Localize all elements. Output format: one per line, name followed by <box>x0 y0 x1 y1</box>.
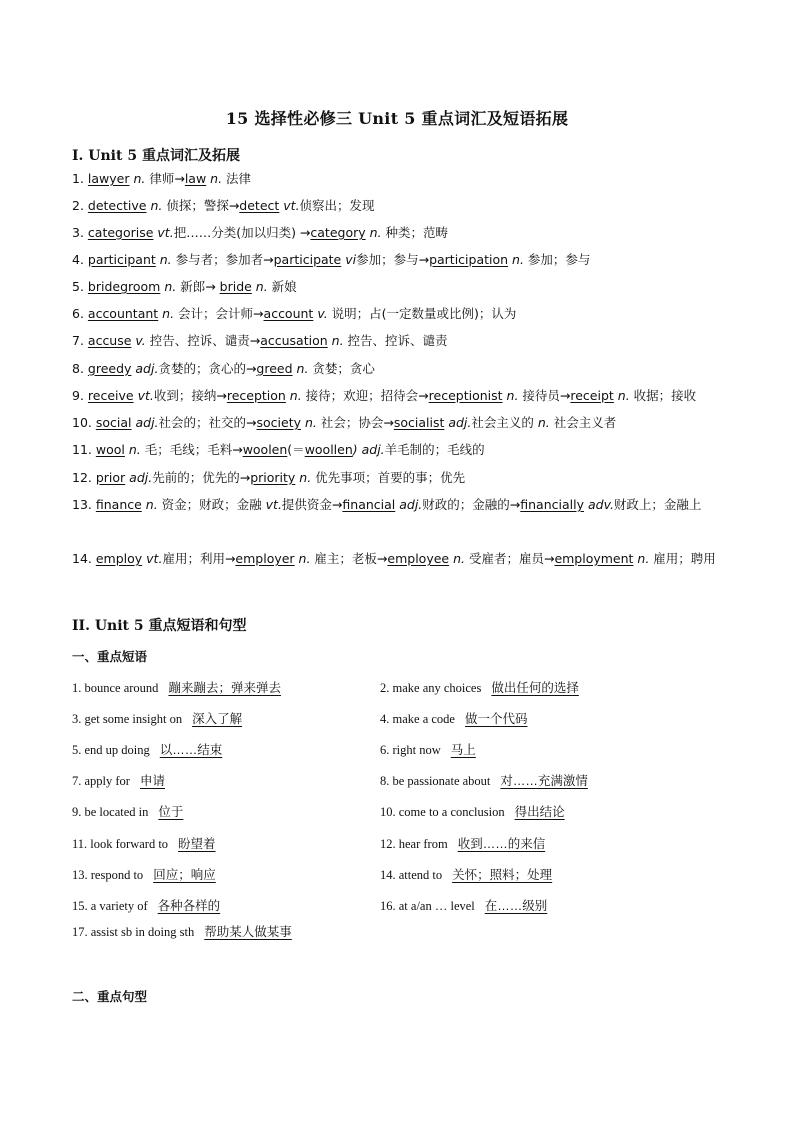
vocab-word: employment <box>554 551 634 566</box>
vocab-word: categorise <box>87 225 154 240</box>
phrase-chinese: 回应；响应 <box>153 868 216 882</box>
vocab-word: woollen <box>304 442 353 457</box>
vocab-item <box>72 355 732 382</box>
vocab-text: 接待；欢迎；招待会→ <box>301 388 429 403</box>
vocab-word: bride <box>219 279 252 294</box>
phrase-item <box>380 802 565 820</box>
phrase-item <box>380 834 545 852</box>
phrase-chinese: 帮助某人做某事 <box>204 925 292 939</box>
phrase-chinese: 位于 <box>158 805 184 819</box>
part-of-speech: n. <box>292 361 309 376</box>
phrase-item <box>72 802 183 820</box>
vocab-word: law <box>184 171 207 186</box>
vocab-text: 雇用；利用→ <box>162 551 236 566</box>
vocab-word: receptionist <box>428 388 503 403</box>
vocab-text: 接待员→ <box>518 388 571 403</box>
vocab-text: 社会主义的 <box>471 415 538 430</box>
phrase-chinese: 盼望着 <box>178 837 216 851</box>
phrases-subheading: 一、重点短语 <box>72 649 148 664</box>
part-of-speech: n. <box>160 279 177 294</box>
vocab-text: 财政的；金融的→ <box>422 497 521 512</box>
phrase-english: 17. assist sb in doing sth <box>72 925 195 939</box>
vocab-word: accountant <box>87 306 159 321</box>
part-of-speech: n. <box>449 551 465 566</box>
vocab-word: greed <box>256 361 293 376</box>
phrase-item <box>380 896 547 914</box>
part-of-speech: adv. <box>584 497 614 512</box>
vocab-word: detective <box>87 198 147 213</box>
vocab-text: 社会的；社交的→ <box>158 415 257 430</box>
vocab-text: 2. <box>72 198 88 213</box>
vocab-text: 先前的；优先的→ <box>152 470 251 485</box>
part-of-speech: vt. <box>265 497 282 512</box>
part-of-speech: vt. <box>142 551 163 566</box>
part-of-speech: ) adj. <box>352 442 385 457</box>
phrase-english: 4. make a code <box>380 712 455 726</box>
vocab-item <box>72 219 732 246</box>
vocab-text: 新娘 <box>267 279 297 294</box>
phrase-chinese: 得出结论 <box>514 805 565 819</box>
phrase-english: 5. end up doing <box>72 743 150 757</box>
vocab-word: account <box>263 306 314 321</box>
phrase-english: 1. bounce around <box>72 681 159 695</box>
vocab-word: detect <box>239 198 280 213</box>
phrase-english: 10. come to a conclusion <box>380 805 505 819</box>
vocab-word: employ <box>95 551 143 566</box>
vocab-word: receive <box>87 388 134 403</box>
part-of-speech: n. <box>146 198 163 213</box>
phrase-chinese: 深入了解 <box>192 712 243 726</box>
phrase-item <box>72 678 281 696</box>
vocab-word: bridegroom <box>87 279 161 294</box>
vocab-text: 优先事项；首要的事；优先 <box>311 470 466 485</box>
part-of-speech: vt. <box>133 388 154 403</box>
vocab-item <box>72 165 732 192</box>
vocab-item <box>72 327 732 354</box>
phrase-chinese: 收到……的来信 <box>457 837 546 851</box>
phrase-chinese: 以……结束 <box>159 743 223 757</box>
part-of-speech: n. <box>285 388 302 403</box>
vocab-word: employer <box>235 551 295 566</box>
section2-heading: II. Unit 5 重点短语和句型 <box>72 618 247 634</box>
vocab-word: participation <box>429 252 509 267</box>
vocab-item <box>72 300 732 327</box>
vocab-text: 控告、控诉、谴责 <box>343 333 448 348</box>
page-title: 15 选择性必修三 Unit 5 重点词汇及短语拓展 <box>225 109 569 128</box>
vocab-item <box>72 491 732 518</box>
phrase-item <box>380 740 476 758</box>
vocab-text: 收到；接纳→ <box>153 388 227 403</box>
vocab-text: 11. <box>72 442 96 457</box>
vocab-word: wool <box>95 442 125 457</box>
vocab-text: 参加；参与→ <box>356 252 430 267</box>
sentences-subheading: 二、重点句型 <box>72 989 148 1004</box>
vocab-text: 羊毛制的；毛线的 <box>384 442 485 457</box>
vocab-text: (＝ <box>287 442 305 457</box>
part-of-speech: adj. <box>395 497 423 512</box>
phrase-item <box>72 896 220 914</box>
part-of-speech: n. <box>158 306 175 321</box>
phrase-chinese: 马上 <box>450 743 476 757</box>
part-of-speech: n. <box>124 442 141 457</box>
vocab-text: 雇主；老板→ <box>310 551 388 566</box>
phrase-chinese: 在……级别 <box>484 899 548 913</box>
phrase-item <box>72 865 216 883</box>
phrase-item <box>72 740 222 758</box>
vocab-text: 新郎→ <box>176 279 220 294</box>
vocab-text: 会计；会计师→ <box>174 306 264 321</box>
phrase-english: 16. at a/an … level <box>380 899 475 913</box>
part-of-speech: vt. <box>153 225 174 240</box>
part-of-speech: n. <box>327 333 344 348</box>
phrase-chinese: 蹦来蹦去；弹来弹去 <box>168 681 281 695</box>
phrase-english: 13. respond to <box>72 868 144 882</box>
vocab-text: 说明；占(一定数量或比例)；认为 <box>327 306 517 321</box>
vocab-item <box>72 464 732 491</box>
vocab-word: accusation <box>260 333 328 348</box>
vocab-text: 参与者；参加者→ <box>171 252 274 267</box>
part-of-speech: n. <box>613 388 630 403</box>
part-of-speech: n. <box>633 551 650 566</box>
vocab-text: 7. <box>72 333 88 348</box>
part-of-speech: n. <box>251 279 268 294</box>
part-of-speech: n. <box>537 415 550 430</box>
part-of-speech: n. <box>502 388 519 403</box>
phrase-english: 11. look forward to <box>72 837 169 851</box>
part-of-speech: v. <box>313 306 328 321</box>
part-of-speech: adj. <box>131 415 159 430</box>
section1-heading: I. Unit 5 重点词汇及拓展 <box>72 148 240 164</box>
vocab-text: 12. <box>72 470 96 485</box>
part-of-speech: n. <box>365 225 382 240</box>
phrase-english: 12. hear from <box>380 837 448 851</box>
part-of-speech: n. <box>129 171 146 186</box>
vocab-text: 资金；财政；金融 <box>157 497 266 512</box>
phrase-item <box>380 709 527 727</box>
vocab-word: priority <box>250 470 296 485</box>
vocab-text: 侦探；警探→ <box>162 198 240 213</box>
part-of-speech: adj. <box>444 415 472 430</box>
phrase-chinese: 申请 <box>139 774 165 788</box>
vocab-text: 雇用；聘用 <box>649 551 716 566</box>
phrase-item <box>72 771 165 789</box>
vocab-word: social <box>95 415 132 430</box>
phrase-chinese: 做一个代码 <box>464 712 528 726</box>
vocab-text: 4. <box>72 252 88 267</box>
vocab-text: 控告、控诉、谴责→ <box>145 333 261 348</box>
vocab-word: reception <box>226 388 286 403</box>
vocab-text: 毛；毛线；毛料→ <box>140 442 243 457</box>
phrase-english: 2. make any choices <box>380 681 482 695</box>
vocab-text: 社会；协会→ <box>316 415 394 430</box>
phrase-chinese: 做出任何的选择 <box>491 681 579 695</box>
vocab-text: 13. <box>72 497 96 512</box>
phrase-chinese: 对……充满激情 <box>500 774 588 788</box>
vocab-text: 种类；范畴 <box>381 225 448 240</box>
vocab-word: greedy <box>87 361 132 376</box>
vocab-word: participate <box>273 252 342 267</box>
phrase-english: 8. be passionate about <box>380 774 491 788</box>
part-of-speech: n. <box>155 252 172 267</box>
vocab-word: financially <box>520 497 584 512</box>
vocab-word: finance <box>95 497 142 512</box>
vocab-word: category <box>310 225 366 240</box>
vocab-text: 3. <box>72 225 88 240</box>
vocab-text: 受雇者；雇员→ <box>464 551 555 566</box>
vocab-text: 1. <box>72 171 88 186</box>
vocab-item <box>72 409 732 436</box>
vocab-text: 9. <box>72 388 88 403</box>
part-of-speech: n. <box>206 171 223 186</box>
vocab-text: 把……分类(加以归类) → <box>173 225 311 240</box>
phrase-english: 15. a variety of <box>72 899 148 913</box>
vocab-word: receipt <box>570 388 614 403</box>
phrase-item <box>380 678 579 696</box>
phrase-item <box>380 771 588 789</box>
vocab-item <box>72 436 732 463</box>
phrase-chinese: 关怀；照料；处理 <box>452 868 553 882</box>
vocab-text: 14. <box>72 551 96 566</box>
vocab-word: employee <box>387 551 450 566</box>
phrase-item <box>72 834 216 852</box>
part-of-speech: vi <box>341 252 357 267</box>
vocab-word: socialist <box>393 415 445 430</box>
vocab-word: participant <box>87 252 156 267</box>
phrase-english: 14. attend to <box>380 868 443 882</box>
part-of-speech: n. <box>508 252 524 267</box>
vocab-word: woolen <box>242 442 288 457</box>
phrase-chinese: 各种各样的 <box>157 899 221 913</box>
vocab-word: accuse <box>87 333 132 348</box>
vocab-text: 6. <box>72 306 88 321</box>
vocab-text: 8. <box>72 361 88 376</box>
phrase-item <box>380 865 552 883</box>
vocab-text: 参加；参与 <box>523 252 591 267</box>
vocab-item <box>72 273 732 300</box>
part-of-speech: adj. <box>125 470 153 485</box>
vocab-text: 法律 <box>222 171 252 186</box>
part-of-speech: n. <box>294 551 311 566</box>
vocab-text: 社会主义者 <box>549 415 617 430</box>
vocab-text: 提供资金→ <box>281 497 343 512</box>
vocab-item <box>72 192 732 219</box>
vocab-word: prior <box>95 470 126 485</box>
vocab-text: 侦察出；发现 <box>299 198 375 213</box>
vocab-word: society <box>256 415 301 430</box>
phrase-english: 7. apply for <box>72 774 130 788</box>
vocab-text: 贪婪；贪心 <box>308 361 375 376</box>
vocab-word: lawyer <box>87 171 130 186</box>
phrase-english: 6. right now <box>380 743 441 757</box>
vocab-item <box>72 545 732 572</box>
phrase-english: 3. get some insight on <box>72 712 183 726</box>
part-of-speech: v. <box>131 333 146 348</box>
vocab-item <box>72 382 732 409</box>
vocab-text: 收据；接收 <box>629 388 697 403</box>
part-of-speech: n. <box>295 470 312 485</box>
phrase-item <box>72 922 292 940</box>
phrase-item <box>72 709 242 727</box>
vocab-text: 贪婪的；贪心的→ <box>158 361 257 376</box>
vocab-item <box>72 246 732 273</box>
vocab-text: 5. <box>72 279 88 294</box>
part-of-speech: n. <box>141 497 158 512</box>
vocab-word: financial <box>342 497 396 512</box>
vocab-text: 律师→ <box>145 171 185 186</box>
vocab-text: 财政上；金融上 <box>613 497 702 512</box>
vocab-text: 10. <box>72 415 96 430</box>
part-of-speech: vt. <box>279 198 300 213</box>
phrase-english: 9. be located in <box>72 805 149 819</box>
part-of-speech: adj. <box>131 361 159 376</box>
part-of-speech: n. <box>301 415 317 430</box>
